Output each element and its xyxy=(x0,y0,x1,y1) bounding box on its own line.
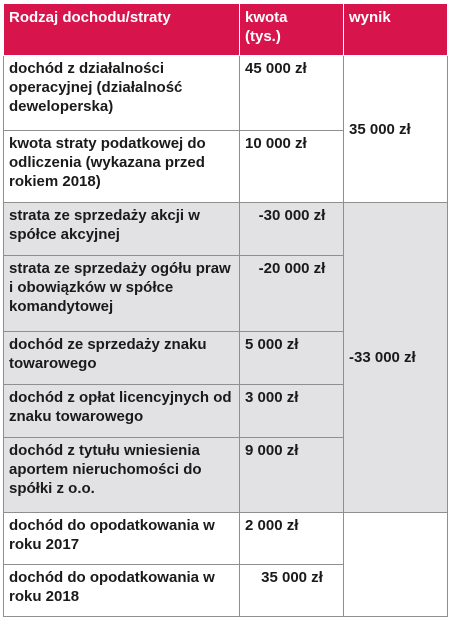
header-amount-text: kwota (tys.) xyxy=(245,9,288,45)
table-row xyxy=(4,56,448,131)
row-amount: 45 000 zł xyxy=(240,56,344,131)
row-amount: 35 000 zł xyxy=(240,565,344,617)
row-label: strata ze sprzedaży akcji w spółce akcyjnej xyxy=(4,203,240,256)
tax-table-container xyxy=(3,3,447,637)
row-amount: 2 000 zł xyxy=(240,513,344,565)
row-label: dochód z działalności operacyjnej (działalność deweloperska) xyxy=(4,56,240,131)
row-label: dochód do opodatkowania w roku 2017 xyxy=(4,513,240,565)
row-amount: -20 000 zł xyxy=(240,256,344,332)
table-row xyxy=(4,513,448,565)
row-label: kwota straty podatkowej do odliczenia (wykazana przed rokiem 2018) xyxy=(4,131,240,203)
row-label: dochód ze sprzedaży znaku towarowego xyxy=(4,332,240,385)
result-cell: -33 000 zł xyxy=(344,203,448,513)
row-amount: 10 000 zł xyxy=(240,131,344,203)
row-label: dochód z opłat licencyjnych od znaku towarowego xyxy=(4,385,240,438)
row-amount: 9 000 zł xyxy=(240,438,344,513)
row-label: strata ze sprzedaży ogółu praw i obowiązków w spółce komandytowej xyxy=(4,256,240,332)
row-label: dochód z tytułu wniesienia aportem nieruchomości do spółki z o.o. xyxy=(4,438,240,513)
row-amount: 3 000 zł xyxy=(240,385,344,438)
income-loss-table xyxy=(3,3,448,617)
header-result: wynik xyxy=(344,4,448,56)
result-cell xyxy=(344,513,448,617)
row-amount: -30 000 zł xyxy=(240,203,344,256)
header-type: Rodzaj dochodu/straty xyxy=(4,4,240,56)
result-cell: 35 000 zł xyxy=(344,56,448,203)
table-row xyxy=(4,203,448,256)
row-amount: 5 000 zł xyxy=(240,332,344,385)
row-label: dochód do opodatkowania w roku 2018 xyxy=(4,565,240,617)
table-header-row xyxy=(4,4,448,56)
header-amount xyxy=(240,4,344,56)
